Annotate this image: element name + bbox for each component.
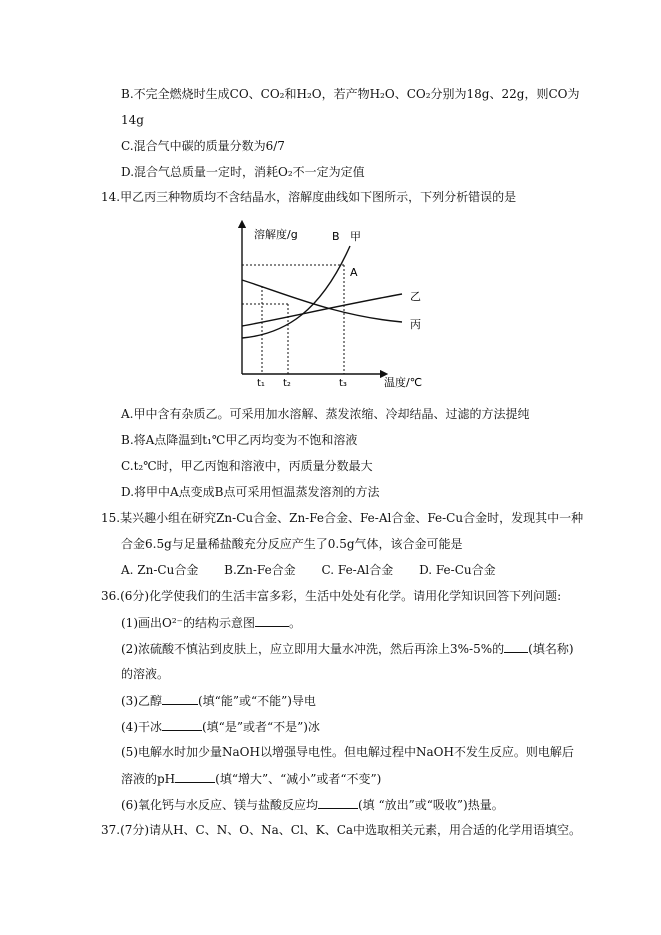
q36-3-hint: (填“能”或“不能”)导电 <box>198 694 316 708</box>
answer-blank-1[interactable] <box>255 614 289 627</box>
q15-option-c: C. Fe-Al合金 <box>321 563 394 577</box>
q14-option-d: D.将甲中A点变成B点可采用恒温蒸发溶剂的方法 <box>121 485 380 499</box>
q36-item-1 <box>121 614 301 631</box>
series-jia-label: 甲 <box>350 230 361 243</box>
option-b-line1: B.不完全燃烧时生成CO、CO₂和H₂O，若产物H₂O、CO₂分别为18g、22g，则CO为 <box>121 87 580 101</box>
question-36: 36.(6分)化学使我们的生活丰富多彩，生活中处处有化学。请用化学知识回答下列问题: <box>101 589 562 603</box>
q36-5-text: 溶液的pH <box>121 772 176 786</box>
q36-item-3 <box>121 692 316 709</box>
question-15-options <box>121 562 518 578</box>
q36-item-4 <box>121 718 320 735</box>
question-37: 37.(7分)请从H、C、N、O、Na、Cl、K、Ca中选取相关元素，用合适的化学用语填空。 <box>101 823 582 837</box>
q36-2-text: (2)浓硫酸不慎沾到皮肤上，应立即用大量水冲洗，然后再涂上3%-5%的 <box>121 642 505 656</box>
series-bing-label: 丙 <box>410 318 421 331</box>
q14-option-c: C.t₂℃时，甲乙丙饱和溶液中，丙质量分数最大 <box>121 459 373 473</box>
curve-yi <box>242 294 402 326</box>
q36-item-5: (5)电解水时加少量NaOH以增强导电性。但电解过程中NaOH不发生反应。则电解后 <box>121 745 574 759</box>
q36-4-text: (4)干冰 <box>121 720 162 734</box>
q36-item-2-cont: 的溶液。 <box>121 667 170 681</box>
tick-t2: t₂ <box>283 378 291 389</box>
question-14: 14.甲乙丙三种物质均不含结晶水，溶解度曲线如下图所示，下列分析错误的是 <box>101 190 517 204</box>
option-d: D.混合气总质量一定时，消耗O₂不一定为定值 <box>121 165 365 179</box>
point-b-label: B <box>332 230 340 243</box>
tick-t1: t₁ <box>257 378 265 389</box>
answer-blank-3[interactable] <box>162 692 198 705</box>
curve-jia <box>242 246 350 338</box>
q36-item-5-cont <box>121 770 381 787</box>
q36-6-hint: (填 “放出”或“吸收”)热量。 <box>358 798 504 812</box>
q15-option-a: A. Zn-Cu合金 <box>121 563 199 577</box>
option-b-line2: 14g <box>121 113 144 127</box>
question-15-line1: 15.某兴趣小组在研究Zn-Cu合金、Zn-Fe合金、Fe-Al合金、Fe-Cu合金时，发现其中一种 <box>101 511 584 525</box>
q36-item-6 <box>121 796 504 813</box>
q36-2-hint: (填名称) <box>528 642 574 656</box>
question-15-line2: 合金6.5g与足量稀盐酸充分反应产生了0.5g气体，该合金可能是 <box>121 537 463 551</box>
q36-5-hint: (填“增大”、“减小”或者“不变”) <box>215 772 382 786</box>
point-a-label: A <box>350 266 358 279</box>
q36-1-text: (1)画出O²⁻的结构示意图 <box>121 616 255 630</box>
curve-bing <box>242 280 402 322</box>
q36-4-hint: (填“是”或者“不是”)冰 <box>202 720 320 734</box>
q36-item-2 <box>121 640 574 657</box>
answer-blank-6[interactable] <box>318 796 358 809</box>
x-axis-label: 温度/℃ <box>384 376 423 389</box>
answer-blank-5[interactable] <box>175 770 215 783</box>
answer-blank-4[interactable] <box>162 718 202 731</box>
tick-t3: t₃ <box>339 378 347 389</box>
q36-1-end: 。 <box>288 616 301 630</box>
q14-option-a: A.甲中含有杂质乙。可采用加水溶解、蒸发浓缩、冷却结晶、过滤的方法提纯 <box>121 407 530 421</box>
answer-blank-2[interactable] <box>504 640 528 653</box>
y-axis-label: 溶解度/g <box>254 228 298 241</box>
q14-option-b: B.将A点降温到t₁℃甲乙丙均变为不饱和溶液 <box>121 433 358 447</box>
q15-option-d: D. Fe-Cu合金 <box>419 563 496 577</box>
q36-3-text: (3)乙醇 <box>121 694 162 708</box>
series-yi-label: 乙 <box>410 290 421 303</box>
solubility-chart <box>226 216 448 394</box>
q36-6-text: (6)氧化钙与水反应、镁与盐酸反应均 <box>121 798 318 812</box>
option-c: C.混合气中碳的质量分数为6/7 <box>121 139 285 153</box>
q15-option-b: B.Zn-Fe合金 <box>224 563 296 577</box>
